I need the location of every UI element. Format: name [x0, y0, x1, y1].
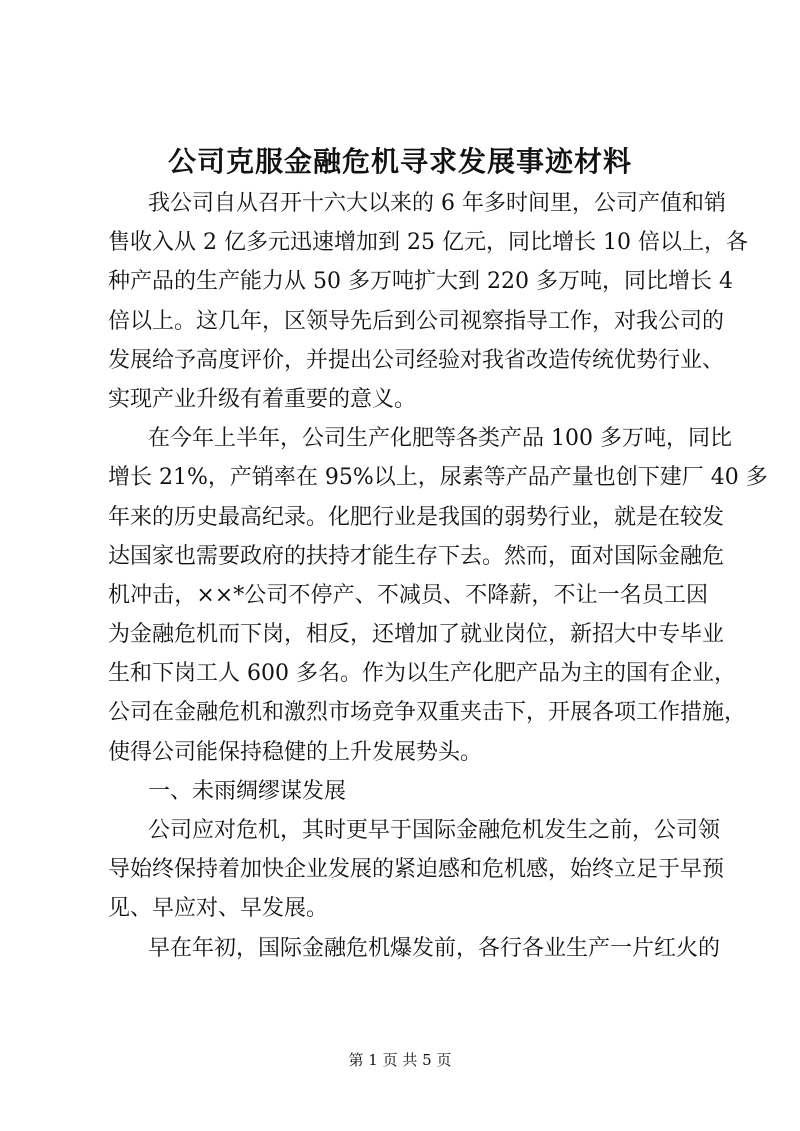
- page-number: 第 1 页 共 5 页: [348, 1051, 452, 1069]
- body-line: 公司应对危机，其时更早于国际金融危机发生之前，公司领: [148, 818, 721, 843]
- body-line: 导始终保持着加快企业发展的紧迫感和危机感，始终立足于早预: [108, 857, 725, 883]
- body-line: 达国家也需要政府的扶持才能生存下去。然而，面对国际金融危: [108, 543, 725, 569]
- section-heading: 一、未雨绸缪谋发展: [148, 778, 347, 804]
- body-line: 实现产业升级有着重要的意义。: [108, 386, 417, 412]
- body-line: 见、早应对、早发展。: [108, 896, 329, 922]
- body-line: 倍以上。这几年，区领导先后到公司视察指导工作，对我公司的: [108, 308, 725, 334]
- body-line: 发展给予高度评价，并提出公司经验对我省改造传统优势行业、: [108, 347, 725, 373]
- document-title: 公司克服金融危机寻求发展事迹材料: [167, 145, 632, 178]
- body-line: 生和下岗工人 600 多名。作为以生产化肥产品为主的国有企业，: [108, 661, 736, 687]
- body-line: 年来的历史最高纪录。化肥行业是我国的弱势行业，就是在较发: [108, 504, 725, 530]
- body-line: 机冲击，××*公司不停产、不减员、不降薪，不让一名员工因: [108, 582, 708, 608]
- body-line: 增长 21%，产销率在 95%以上，尿素等产品产量也创下建厂 40 多: [108, 465, 768, 491]
- body-line: 种产品的生产能力从 50 多万吨扩大到 220 多万吨，同比增长 4: [108, 269, 733, 295]
- body-line: 在今年上半年，公司生产化肥等各类产品 100 多万吨，同比: [148, 426, 732, 452]
- body-line: 为金融危机而下岗，相反，还增加了就业岗位，新招大中专毕业: [108, 622, 725, 648]
- body-line: 售收入从 2 亿多元迅速增加到 25 亿元，同比增长 10 倍以上，各: [108, 230, 748, 256]
- body-line: 早在年初，国际金融危机爆发前，各行各业生产一片红火的: [148, 935, 721, 961]
- body-line: 使得公司能保持稳健的上升发展势头。: [108, 739, 483, 765]
- body-line: 公司在金融危机和激烈市场竞争双重夹击下，开展各项工作措施，: [108, 700, 747, 726]
- body-line: 我公司自从召开十六大以来的 6 年多时间里，公司产值和销: [148, 191, 726, 216]
- document-body: [108, 184, 768, 968]
